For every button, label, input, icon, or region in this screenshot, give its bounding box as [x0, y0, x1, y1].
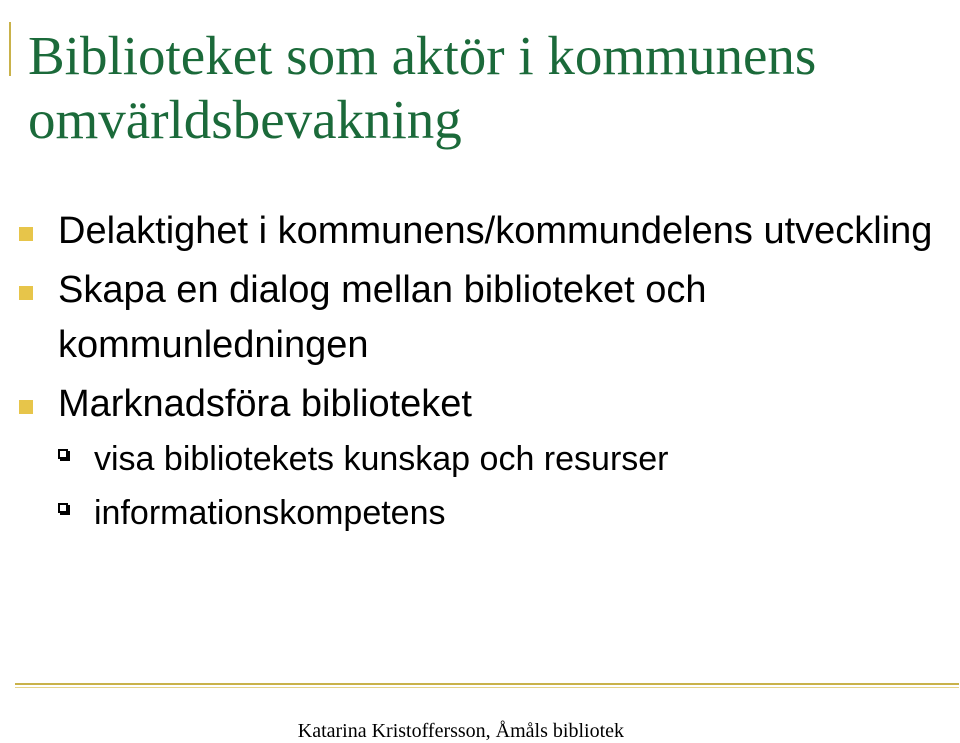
- bullet-text: Marknadsföra biblioteket: [58, 383, 472, 425]
- slide-title: [28, 24, 948, 152]
- square-bullet-icon: [19, 400, 33, 414]
- hollow-box-bullet-icon: [58, 503, 68, 513]
- footer-rule: [15, 683, 959, 685]
- sub-bullet-text: informationskompetens: [94, 494, 446, 532]
- bullet-item: [0, 377, 960, 432]
- bullet-item: [0, 204, 960, 259]
- sub-bullet-item: [0, 486, 960, 540]
- bullet-text: Skapa en dialog mellan biblioteket och kommunledningen: [58, 269, 707, 366]
- footer-credit: Katarina Kristoffersson, Åmåls bibliotek: [297, 720, 624, 742]
- bullet-list: [0, 204, 960, 540]
- square-bullet-icon: [19, 227, 33, 241]
- slide-title-line-2: omvärldsbevakning: [28, 89, 462, 150]
- sub-bullet-text: visa bibliotekets kunskap och resurser: [94, 440, 669, 478]
- slide-title-line-1: Biblioteket som aktör i kommunens: [28, 25, 817, 86]
- title-accent-rule: [9, 22, 11, 76]
- footer-rule-secondary: [15, 687, 959, 688]
- sub-bullet-item: [0, 432, 960, 486]
- bullet-item: [0, 263, 960, 373]
- square-bullet-icon: [19, 286, 33, 300]
- hollow-box-bullet-icon: [58, 449, 68, 459]
- bullet-text: Delaktighet i kommunens/kommundelens utveckling: [58, 210, 933, 252]
